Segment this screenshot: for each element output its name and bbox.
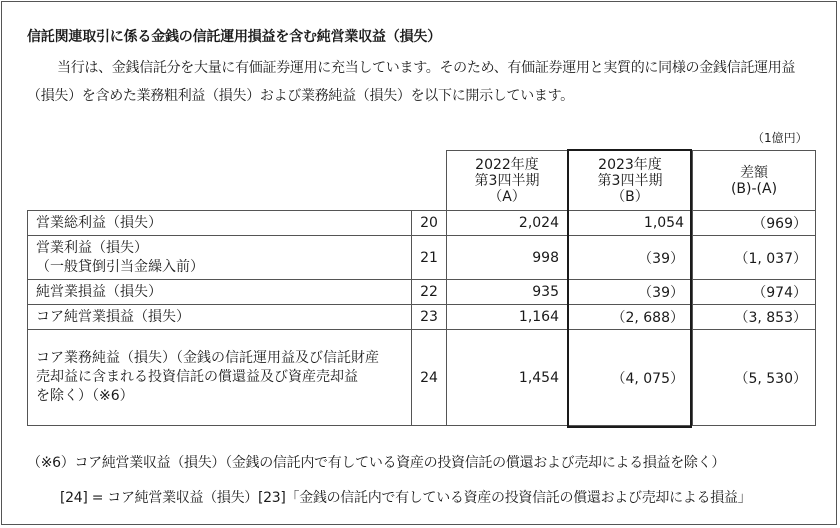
value-diff: （5, 530） <box>693 330 816 426</box>
header-empty-cell <box>412 151 447 211</box>
value-2023: （2, 688） <box>568 305 693 330</box>
row-label: 営業総利益（損失） <box>28 211 412 236</box>
unit-label: （1億円） <box>752 131 808 145</box>
value-diff: （1, 037） <box>693 236 816 280</box>
value-diff: （969） <box>693 211 816 236</box>
row-code: 23 <box>412 305 447 330</box>
value-diff: （3, 853） <box>693 305 816 330</box>
value-2022: 998 <box>447 236 568 280</box>
intro-paragraph-text: 当行は、金銭信託分を大量に有価証券運用に充当しています。そのため、有価証券運用と実質的に同様の金銭信託運用益（損失）を含めた業務粗利益（損失）および業務純益（損失）を以下に開示しています。 <box>27 60 796 104</box>
header-2022-q3: 2022年度 第3四半期 （A） <box>447 151 568 211</box>
value-2023: （4, 075） <box>568 330 693 426</box>
footnote-6: （※6）コア純営業収益（損失）（金銭の信託内で有している資産の投資信託の償還および売却による損益を除く） <box>27 455 726 471</box>
row-label: コア純営業損益（損失） <box>28 305 412 330</box>
footnote-formula: [24] = コア純営業収益（損失）[23]「金銭の信託内で有している資産の投資信託の償還および売却による損益」 <box>60 490 752 506</box>
row-label: 純営業損益（損失） <box>28 280 412 305</box>
table-row <box>28 280 816 305</box>
table-header-row <box>28 151 816 211</box>
value-2022: 2,024 <box>447 211 568 236</box>
row-code: 21 <box>412 236 447 280</box>
header-2023-q3: 2023年度 第3四半期 （B） <box>568 151 693 211</box>
value-2022: 1,454 <box>447 330 568 426</box>
value-2022: 1,164 <box>447 305 568 330</box>
financial-table <box>27 150 816 426</box>
row-label: 営業利益（損失） （一般貸倒引当金繰入前） <box>28 236 412 280</box>
row-code: 24 <box>412 330 447 426</box>
intro-paragraph <box>27 54 817 110</box>
table-row <box>28 236 816 280</box>
header-empty-cell <box>28 151 412 211</box>
value-2022: 935 <box>447 280 568 305</box>
table-row <box>28 330 816 426</box>
row-code: 22 <box>412 280 447 305</box>
value-2023: （39） <box>568 280 693 305</box>
section-title: 信託関連取引に係る金銭の信託運用損益を含む純営業収益（損失） <box>27 29 441 45</box>
row-code: 20 <box>412 211 447 236</box>
value-diff: （974） <box>693 280 816 305</box>
header-difference: 差額 (B)-(A) <box>693 151 816 211</box>
table-row <box>28 211 816 236</box>
value-2023: 1,054 <box>568 211 693 236</box>
row-label: コア業務純益（損失）（金銭の信託運用益及び信託財産 売却益に含まれる投資信託の償還益及び資産売却益 を除く）（※6） <box>28 330 412 426</box>
value-2023: （39） <box>568 236 693 280</box>
table-row <box>28 305 816 330</box>
